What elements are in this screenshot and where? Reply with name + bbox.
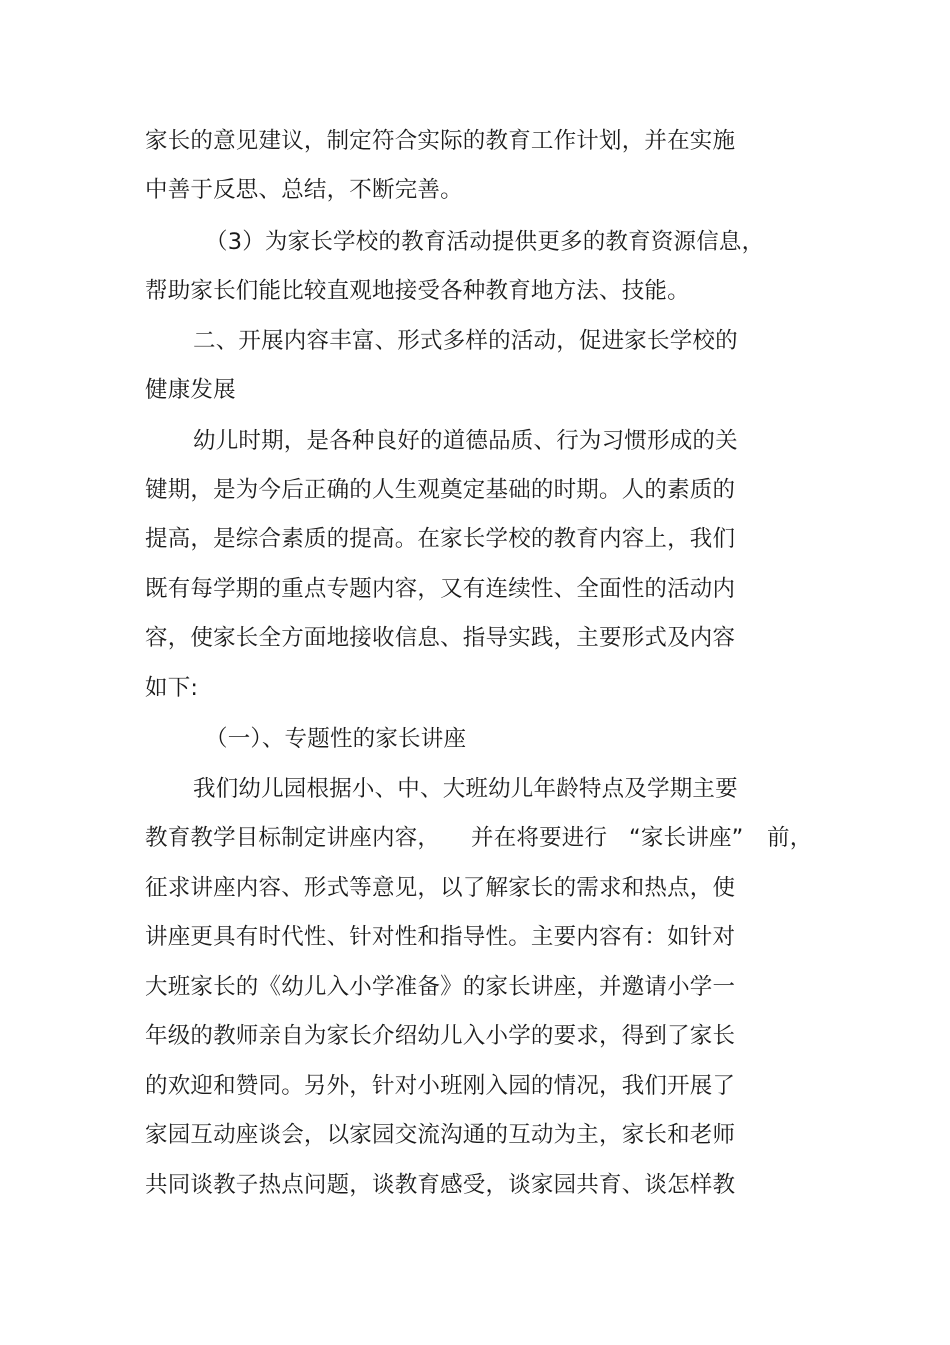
text-line: （3）为家长学校的教育活动提供更多的教育资源信息， <box>205 229 765 255</box>
text-line: 讲座更具有时代性、针对性和指导性。主要内容有：如针对 <box>145 924 736 950</box>
text-line: 如下: <box>145 675 199 701</box>
text-line: 家长的意见建议，制定符合实际的教育工作计划，并在实施 <box>145 128 736 154</box>
text-line: 共同谈教子热点问题，谈教育感受，谈家园共育、谈怎样教 <box>145 1172 736 1198</box>
text-line: 提高，是综合素质的提高。在家长学校的教育内容上，我们 <box>145 526 736 552</box>
text-line: 的欢迎和赞同。另外，针对小班刚入园的情况，我们开展了 <box>145 1073 736 1099</box>
text-line: 帮助家长们能比较直观地接受各种教育地方法、技能。 <box>145 278 690 304</box>
text-line: 我们幼儿园根据小、中、大班幼儿年龄特点及学期主要 <box>193 776 738 802</box>
text-line: 键期，是为今后正确的人生观奠定基础的时期。人的素质的 <box>145 477 736 503</box>
section-heading: 二、开展内容丰富、形式多样的活动，促进家长学校的 <box>193 328 738 354</box>
text-line: 既有每学期的重点专题内容，又有连续性、全面性的活动内 <box>145 576 736 602</box>
text-line: 征求讲座内容、形式等意见，以了解家长的需求和热点，使 <box>145 875 736 901</box>
section-heading-continued: 健康发展 <box>145 377 236 403</box>
text-segment: 并在将要进行 <box>471 825 608 851</box>
text-line: 大班家长的《幼儿入小学准备》的家长讲座，并邀请小学一 <box>145 974 736 1000</box>
text-line: 容，使家长全方面地接收信息、指导实践，主要形式及内容 <box>145 625 736 651</box>
text-segment: 前， <box>767 825 813 851</box>
subsection-heading: （一）、专题性的家长讲座 <box>205 726 467 752</box>
text-line-spaced <box>145 821 825 855</box>
text-line: 中善于反思、总结，不断完善。 <box>145 177 463 203</box>
text-line: 家园互动座谈会，以家园交流沟通的互动为主，家长和老师 <box>145 1122 736 1148</box>
text-line: 幼儿时期，是各种良好的道德品质、行为习惯形成的关 <box>193 428 738 454</box>
text-segment: “家长讲座” <box>629 825 744 851</box>
text-line: 年级的教师亲自为家长介绍幼儿入小学的要求，得到了家长 <box>145 1023 736 1049</box>
text-segment: 教育教学目标制定讲座内容， <box>145 825 441 851</box>
